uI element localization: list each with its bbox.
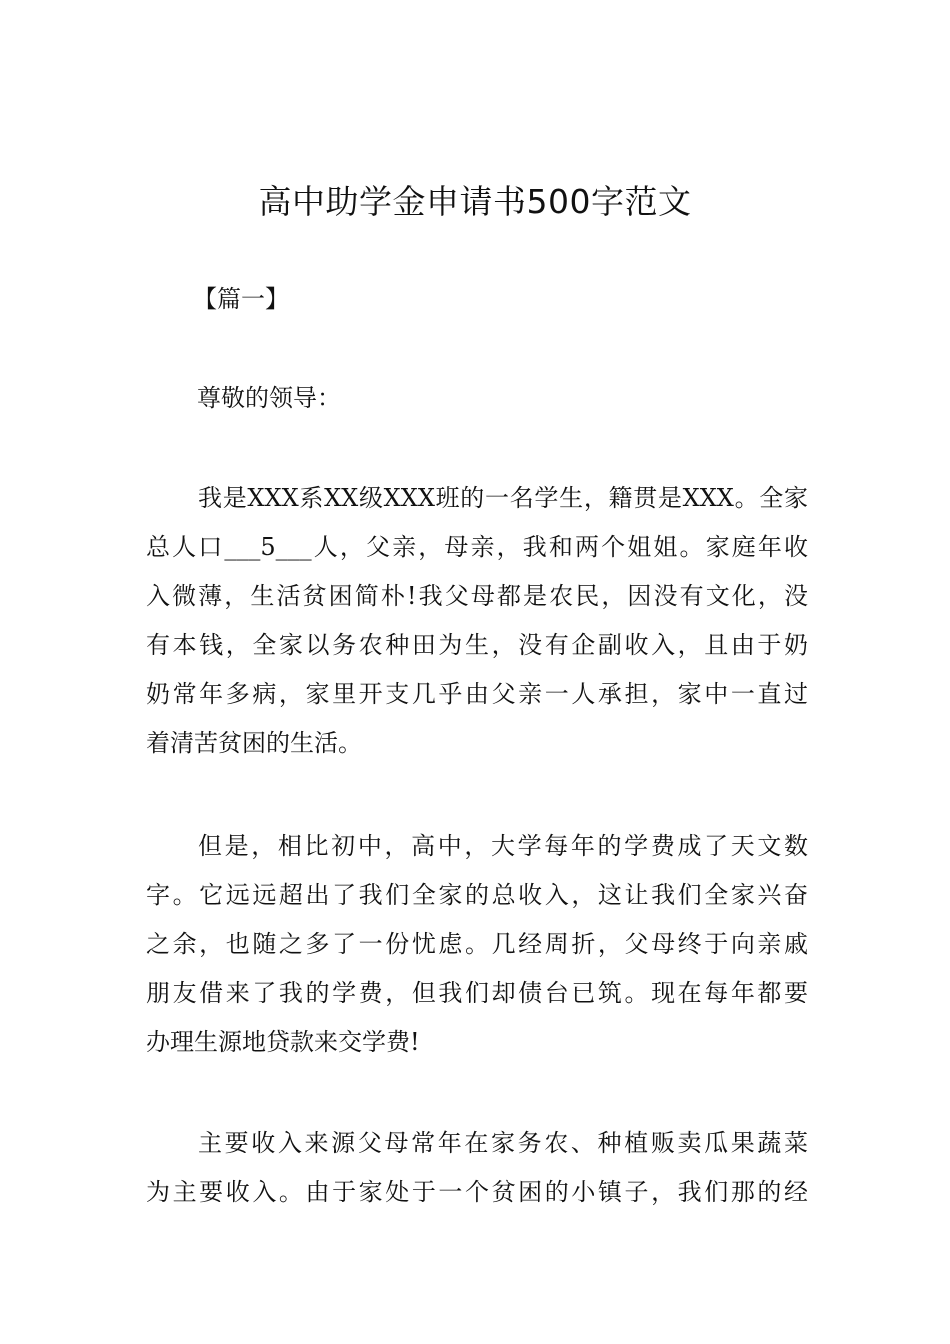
paragraph-line: 但是，相比初中，高中，大学每年的学费成了天文数 <box>198 832 808 860</box>
section-label: 【篇一】 <box>193 285 289 313</box>
paragraph-line: 我是XXX系XX级XXX班的一名学生，籍贯是XXX。全家 <box>198 484 808 512</box>
paragraph-line: 朋友借来了我的学费，但我们却债台已筑。现在每年都要 <box>146 979 808 1007</box>
paragraph-line: 奶常年多病，家里开支几乎由父亲一人承担，家中一直过 <box>146 680 808 708</box>
salutation: 尊敬的领导： <box>197 384 341 412</box>
paragraph-2 <box>146 822 808 1067</box>
paragraph-3 <box>146 1119 808 1217</box>
document-title: 高中助学金申请书500字范文 <box>258 182 692 221</box>
paragraph-line: 着清苦贫困的生活。 <box>146 729 362 757</box>
paragraph-line: 为主要收入。由于家处于一个贫困的小镇子，我们那的经 <box>146 1178 808 1206</box>
paragraph-line: 入微薄，生活贫困简朴!我父母都是农民，因没有文化，没 <box>146 582 808 610</box>
paragraph-line: 总人口___5___人，父亲，母亲，我和两个姐姐。家庭年收 <box>146 533 808 561</box>
paragraph-line: 有本钱，全家以务农种田为生，没有企副收入，且由于奶 <box>146 631 808 659</box>
paragraph-line: 字。它远远超出了我们全家的总收入，这让我们全家兴奋 <box>146 881 808 909</box>
paragraph-1 <box>146 474 808 768</box>
paragraph-line: 主要收入来源父母常年在家务农、种植贩卖瓜果蔬菜 <box>198 1129 808 1157</box>
paragraph-line: 办理生源地贷款来交学费! <box>146 1028 420 1056</box>
paragraph-line: 之余，也随之多了一份忧虑。几经周折，父母终于向亲戚 <box>146 930 808 958</box>
